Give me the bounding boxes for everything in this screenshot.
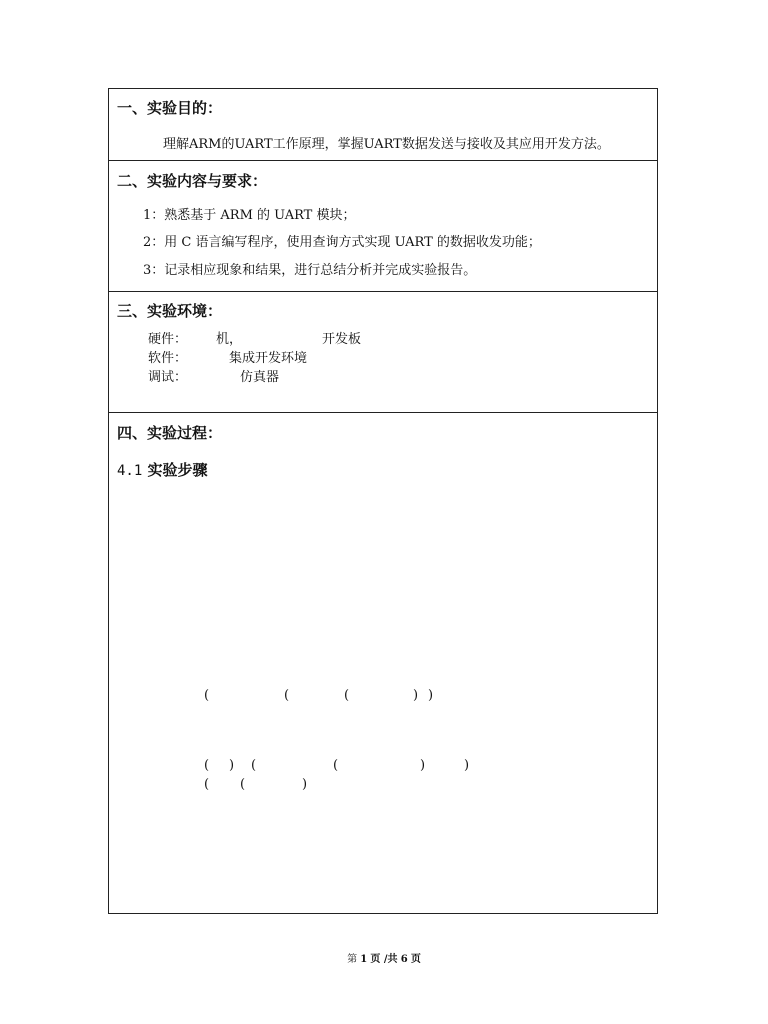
env-value-hardware-2: 开发板 xyxy=(322,332,362,347)
paren-fragment: ) xyxy=(464,758,470,773)
section-heading-environment: 三、实验环境： xyxy=(117,302,223,320)
subheading-number: 4.1 xyxy=(117,463,143,479)
divider xyxy=(109,160,657,161)
divider xyxy=(109,291,657,292)
paren-fragment: ) xyxy=(420,758,426,773)
paren-fragment: ( xyxy=(333,758,339,773)
paren-fragment: ) xyxy=(413,688,419,703)
env-value-debug: 仿真器 xyxy=(240,370,280,385)
section-heading-process: 四、实验过程： xyxy=(117,424,223,442)
paren-fragment: ( xyxy=(344,688,350,703)
footer-prefix: 第 xyxy=(347,954,358,965)
env-label-hardware: 硬件： xyxy=(148,332,188,347)
content-item-3: 3：记录相应现象和结果，进行总结分析并完成实验报告。 xyxy=(143,263,477,278)
paren-fragment: ) xyxy=(302,777,308,792)
section-heading-purpose: 一、实验目的： xyxy=(117,99,223,117)
content-item-2: 2：用 C 语言编写程序，使用查询方式实现 UART 的数据收发功能； xyxy=(143,235,541,250)
paren-fragment: ( xyxy=(204,758,210,773)
env-label-debug: 调试： xyxy=(148,370,188,385)
paren-fragment: ( xyxy=(284,688,290,703)
paren-fragment: ( xyxy=(240,777,246,792)
env-value-software: 集成开发环境 xyxy=(229,351,308,366)
paren-fragment: ) xyxy=(229,758,235,773)
subheading-text: 实验步骤 xyxy=(147,461,208,479)
paren-fragment: ( xyxy=(204,777,210,792)
paren-fragment: ( xyxy=(251,758,257,773)
footer-page-number: 1 xyxy=(360,954,368,965)
paren-fragment: ( xyxy=(204,688,210,703)
footer-mid: 页 /共 xyxy=(370,954,398,965)
env-value-hardware-1: 机， xyxy=(216,332,243,347)
purpose-text: 理解ARM的UART工作原理，掌握UART数据发送与接收及其应用开发方法。 xyxy=(163,137,610,152)
page-footer xyxy=(0,950,768,965)
divider xyxy=(109,412,657,413)
paren-fragment: ) xyxy=(428,688,434,703)
env-label-software: 软件： xyxy=(148,351,188,366)
footer-suffix: 页 xyxy=(410,954,421,965)
footer-total: 6 xyxy=(400,954,408,965)
content-item-1: 1：熟悉基于 ARM 的 UART 模块； xyxy=(143,208,356,223)
subheading-steps xyxy=(117,459,208,480)
section-heading-content: 二、实验内容与要求： xyxy=(117,172,268,190)
